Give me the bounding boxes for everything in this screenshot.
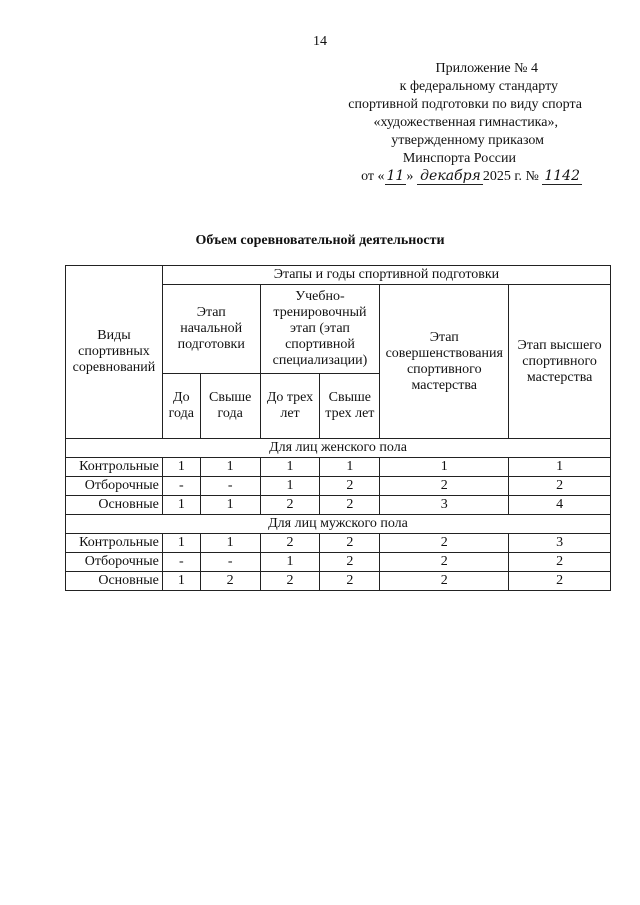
year-text: 2025 г. № <box>482 169 539 184</box>
table-cell: 1 <box>162 458 200 477</box>
document-title: Объем соревновательной деятельности <box>195 233 445 248</box>
table-cell: - <box>162 553 200 572</box>
section-row <box>66 515 611 534</box>
table-row <box>66 553 611 572</box>
table-cell: 3 <box>380 496 509 515</box>
table-cell: - <box>162 477 200 496</box>
competition-volume-table <box>65 265 611 591</box>
table-cell: 2 <box>200 572 260 591</box>
appendix-line: Приложение № 4 <box>435 61 538 76</box>
section-row <box>66 439 611 458</box>
section-label: Для лиц женского пола <box>66 439 611 458</box>
table-row <box>66 458 611 477</box>
row-label: Контрольные <box>66 534 163 553</box>
table-cell: 2 <box>320 477 380 496</box>
table-cell: 2 <box>509 553 611 572</box>
section-label: Для лиц мужского пола <box>66 515 611 534</box>
appendix-line: спортивной подготовки по виду спорта <box>348 97 582 112</box>
row-label: Отборочные <box>66 553 163 572</box>
handwritten-day: 11 <box>386 168 405 184</box>
table-cell: 1 <box>200 496 260 515</box>
row-label: Контрольные <box>66 458 163 477</box>
order-date-line <box>282 168 582 186</box>
header-up-to-year: До года <box>162 374 200 439</box>
table-cell: 2 <box>260 534 320 553</box>
header-stage-training: Учебно-тренировочный этап (этап спортивной специализации) <box>260 285 380 374</box>
table-cell: 2 <box>509 572 611 591</box>
table-row <box>66 534 611 553</box>
header-stage-initial: Этап начальной подготовки <box>162 285 260 374</box>
table-cell: 1 <box>162 496 200 515</box>
table-cell: - <box>200 477 260 496</box>
page-number: 14 <box>313 34 327 49</box>
table-cell: 1 <box>509 458 611 477</box>
row-label: Основные <box>66 572 163 591</box>
table-row <box>66 477 611 496</box>
table-cell: 2 <box>509 477 611 496</box>
table-cell: 1 <box>200 458 260 477</box>
table-cell: 3 <box>509 534 611 553</box>
header-stages-years: Этапы и годы спортивной подготовки <box>162 266 610 285</box>
table-row <box>66 496 611 515</box>
table-cell: 2 <box>380 553 509 572</box>
table-cell: 2 <box>380 572 509 591</box>
date-mid: » <box>406 169 414 184</box>
date-prefix: от « <box>361 169 385 184</box>
row-label: Основные <box>66 496 163 515</box>
table-cell: 2 <box>320 572 380 591</box>
header-stage-improvement: Этап совершенствования спортивного мастерства <box>380 285 509 439</box>
appendix-header <box>282 60 582 186</box>
table-cell: 1 <box>260 458 320 477</box>
table-cell: 1 <box>260 477 320 496</box>
table-cell: 2 <box>260 572 320 591</box>
appendix-line: «художественная гимнастика», <box>373 115 558 130</box>
table-cell: 1 <box>200 534 260 553</box>
table-cell: 2 <box>380 534 509 553</box>
table-row <box>66 572 611 591</box>
table-cell: 2 <box>320 534 380 553</box>
table-cell: 2 <box>260 496 320 515</box>
handwritten-order-number: 1142 <box>544 168 580 184</box>
table-cell: 2 <box>320 553 380 572</box>
table-cell: 1 <box>162 572 200 591</box>
row-label: Отборочные <box>66 477 163 496</box>
table-cell: - <box>200 553 260 572</box>
appendix-lines <box>282 60 582 168</box>
appendix-line: Минспорта России <box>402 151 516 166</box>
table-cell: 1 <box>162 534 200 553</box>
table-cell: 1 <box>380 458 509 477</box>
header-up-to-three-years: До трех лет <box>260 374 320 439</box>
table-cell: 1 <box>320 458 380 477</box>
table-cell: 2 <box>320 496 380 515</box>
header-over-three-years: Свыше трех лет <box>320 374 380 439</box>
appendix-line: к федеральному стандарту <box>399 79 558 94</box>
table-cell: 1 <box>260 553 320 572</box>
table-body <box>66 439 611 591</box>
header-stage-higher: Этап высшего спортивного мастерства <box>509 285 611 439</box>
header-over-year: Свыше года <box>200 374 260 439</box>
table-cell: 4 <box>509 496 611 515</box>
table-header-row <box>66 266 611 285</box>
header-sports-types: Виды спортивных соревнований <box>66 266 163 439</box>
appendix-line: утвержденному приказом <box>391 133 544 148</box>
handwritten-month: декабря <box>417 169 483 185</box>
table-cell: 2 <box>380 477 509 496</box>
